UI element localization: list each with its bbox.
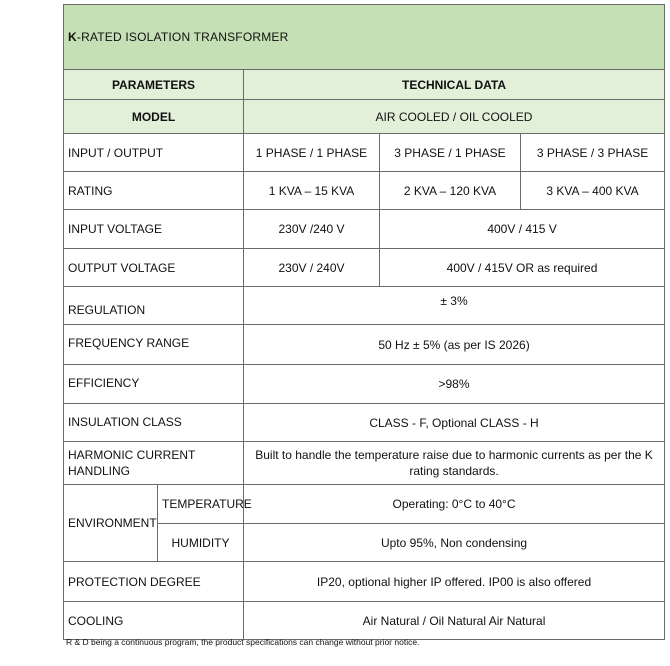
humidity-label: HUMIDITY xyxy=(158,524,244,562)
table-row xyxy=(64,485,665,524)
cell-value: 2 KVA – 120 KVA xyxy=(380,172,521,210)
table-row xyxy=(64,210,665,249)
header-technical-data: TECHNICAL DATA xyxy=(244,70,665,100)
table-row xyxy=(64,404,665,442)
title-rest: -RATED ISOLATION TRANSFORMER xyxy=(76,30,289,44)
footnote: R & D being a continuous program, the product specifications can change without prior notice. xyxy=(66,637,420,647)
cell-value: Upto 95%, Non condensing xyxy=(244,524,665,562)
cell-value: 3 PHASE / 3 PHASE xyxy=(521,134,665,172)
table-row xyxy=(64,249,665,287)
cell-value: CLASS - F, Optional CLASS - H xyxy=(244,404,665,442)
cell-value: 3 PHASE / 1 PHASE xyxy=(380,134,521,172)
cell-value: IP20, optional higher IP offered. IP00 is also offered xyxy=(244,562,665,602)
cell-value: 3 KVA – 400 KVA xyxy=(521,172,665,210)
row-label: INPUT VOLTAGE xyxy=(64,210,244,249)
spec-table xyxy=(63,4,665,640)
cell-value: 50 Hz ± 5% (as per IS 2026) xyxy=(244,325,665,365)
table-row xyxy=(64,172,665,210)
model-value: AIR COOLED / OIL COOLED xyxy=(244,100,665,134)
cell-value: Built to handle the temperature raise due to harmonic currents as per the K rating standards. xyxy=(244,442,665,485)
cell-value: Air Natural / Oil Natural Air Natural xyxy=(244,602,665,640)
cell-value: 230V / 240V xyxy=(244,249,380,287)
table-row xyxy=(64,442,665,485)
row-label: EFFICIENCY xyxy=(64,365,244,404)
table-row xyxy=(64,562,665,602)
environment-label: ENVIRONMENT xyxy=(64,485,158,562)
table-row xyxy=(64,134,665,172)
title-first-letter: K xyxy=(68,30,77,44)
row-label: RATING xyxy=(64,172,244,210)
model-label: MODEL xyxy=(64,100,244,134)
temperature-label: TEMPERATURE xyxy=(158,485,244,524)
header-parameters: PARAMETERS xyxy=(64,70,244,100)
table-row xyxy=(64,602,665,640)
row-label: PROTECTION DEGREE xyxy=(64,562,244,602)
header-row xyxy=(64,70,665,100)
cell-value: 1 PHASE / 1 PHASE xyxy=(244,134,380,172)
cell-value: 1 KVA – 15 KVA xyxy=(244,172,380,210)
row-label: INSULATION CLASS xyxy=(64,404,244,442)
table-row xyxy=(64,287,665,325)
cell-value: 400V / 415 V xyxy=(380,210,665,249)
row-label: OUTPUT VOLTAGE xyxy=(64,249,244,287)
cell-value: 230V /240 V xyxy=(244,210,380,249)
row-label: FREQUENCY RANGE xyxy=(64,325,244,365)
title-row xyxy=(64,5,665,70)
table-title xyxy=(64,5,665,70)
cell-value: >98% xyxy=(244,365,665,404)
cell-value: Operating: 0°C to 40°C xyxy=(244,485,665,524)
model-row xyxy=(64,100,665,134)
cell-value: 400V / 415V OR as required xyxy=(380,249,665,287)
row-label: INPUT / OUTPUT xyxy=(64,134,244,172)
row-label: REGULATION xyxy=(64,287,244,325)
cell-value: ± 3% xyxy=(244,287,665,325)
row-label: HARMONIC CURRENT HANDLING xyxy=(64,442,244,485)
row-label: COOLING xyxy=(64,602,244,640)
table-row xyxy=(64,325,665,365)
table-row xyxy=(64,365,665,404)
